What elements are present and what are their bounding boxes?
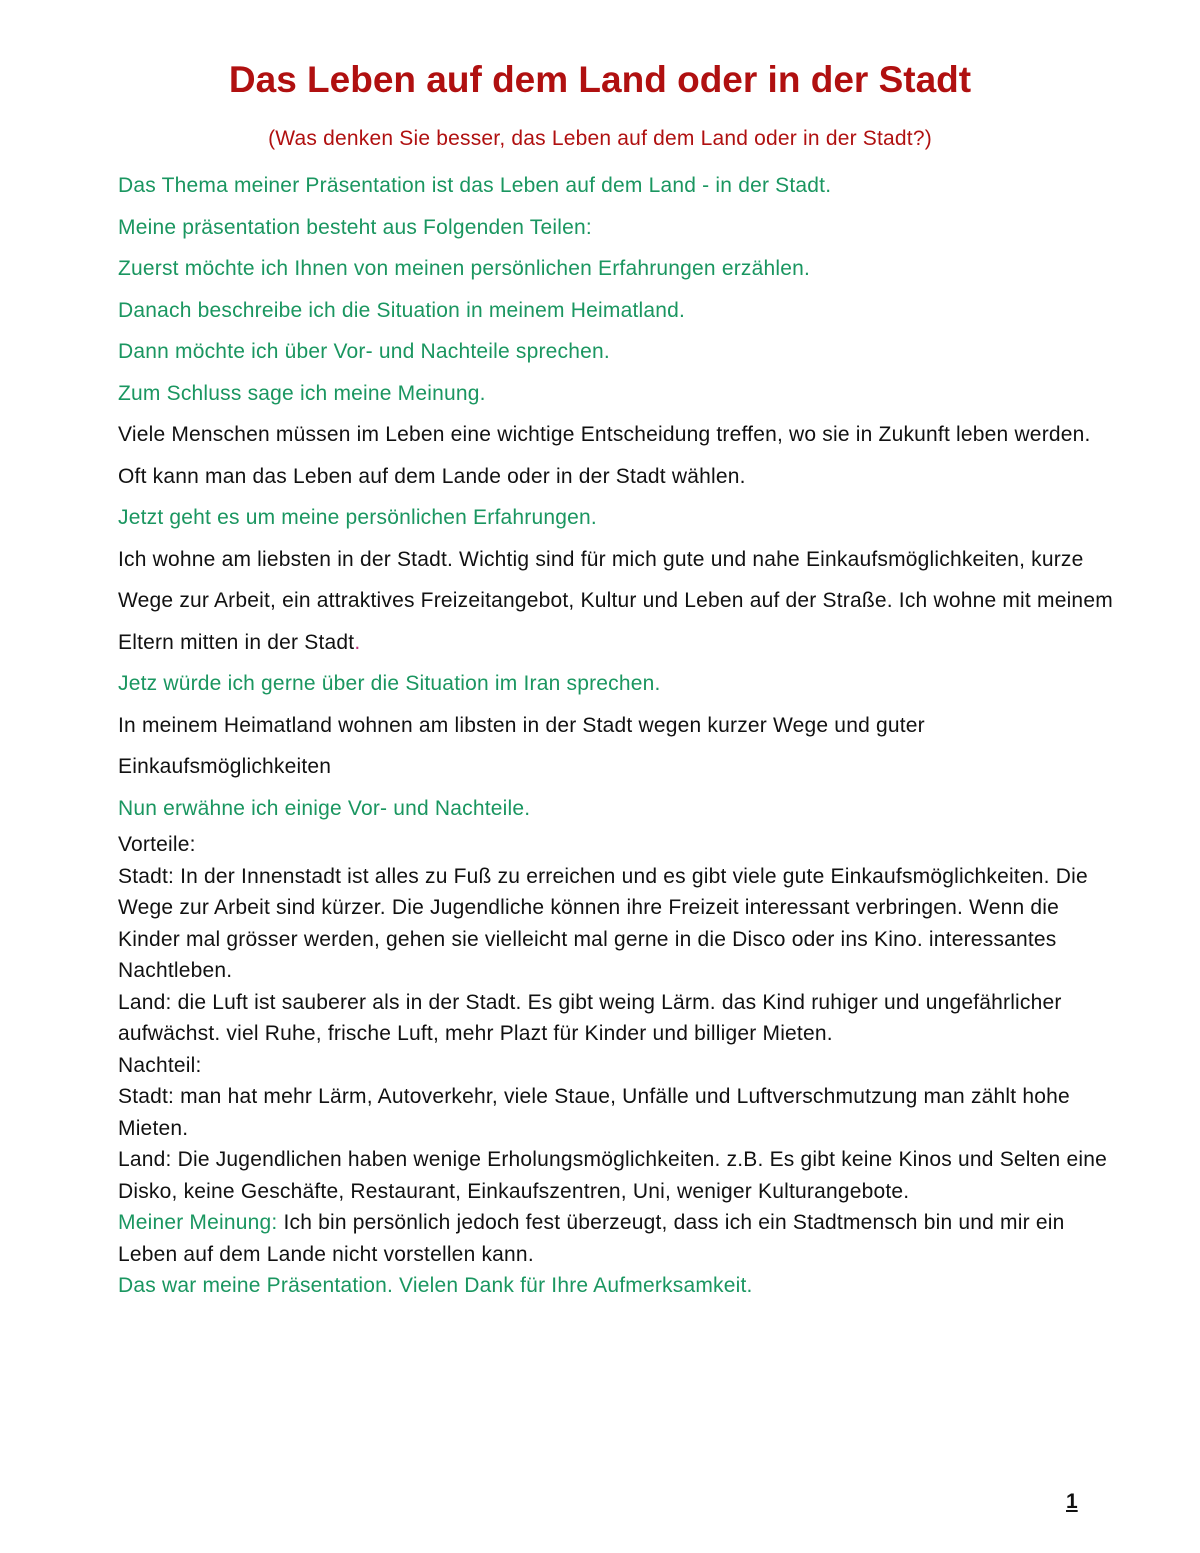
intro-line: Danach beschreibe ich die Situation in meinem Heimatland. — [118, 298, 686, 322]
heading-iran: Jetz würde ich gerne über die Situation im Iran sprechen. — [118, 672, 661, 695]
nachteil-land: Land: Die Jugendlichen haben wenige Erholungsmöglichkeiten. z.B. Es gibt keine Kinos und Selten eine Disko, keine Geschäfte, Restaurant, Einkaufszentren, Uni, weniger Kulturangebote. — [118, 1148, 1107, 1203]
opinion-paragraph — [118, 1207, 1118, 1270]
intro-line: Meine präsentation besteht aus Folgenden Teilen: — [118, 215, 592, 239]
nachteil-label: Nachteil: — [118, 1053, 202, 1077]
document-body — [118, 165, 1118, 1302]
vorteile-stadt: Stadt: In der Innenstadt ist alles zu Fuß zu erreichen und es gibt viele gute Einkaufsmöglichkeiten. Die Wege zur Arbeit sind kürzer. Die Jugendliche können ihre Freizeit interessant verbringen. Wenn die Kinder mal grösser werden, gehen sie vielleicht mal gerne in die Disco oder ins Kino. interessantes Nachtleben. — [118, 864, 1088, 982]
paragraph-choice: Viele Menschen müssen im Leben eine wichtige Entscheidung treffen, wo sie in Zukunft leben werden. Oft kann man das Leben auf dem Lande oder in der Stadt wählen. — [118, 423, 1091, 488]
heading-pros-cons: Nun erwähne ich einige Vor- und Nachteile. — [118, 796, 531, 820]
closing-line: Das war meine Präsentation. Vielen Dank für Ihre Aufmerksamkeit. — [118, 1274, 753, 1297]
document-subtitle: (Was denken Sie besser, das Leben auf dem Land oder in der Stadt?) — [268, 127, 932, 150]
paragraph-experience — [118, 539, 1118, 664]
paragraph-experience-period: . — [354, 630, 361, 654]
opinion-label: Meiner Meinung: — [118, 1211, 278, 1234]
document-title: Das Leben auf dem Land oder in der Stadt — [228, 59, 972, 100]
intro-line: Das Thema meiner Präsentation ist das Leben auf dem Land - in der Stadt. — [118, 174, 832, 197]
intro-line: Zum Schluss sage ich meine Meinung. — [118, 381, 486, 405]
intro-line: Zuerst möchte ich Ihnen von meinen persönlichen Erfahrungen erzählen. — [118, 257, 811, 280]
vorteile-land: Land: die Luft ist sauberer als in der Stadt. Es gibt weing Lärm. das Kind ruhiger und ungefährlicher aufwächst. viel Ruhe, frische Luft, mehr Plazt für Kinder und billiger Mieten. — [118, 990, 1062, 1045]
intro-line: Dann möchte ich über Vor- und Nachteile sprechen. — [118, 340, 610, 363]
page-number: 1 — [1066, 1490, 1078, 1513]
nachteil-stadt: Stadt: man hat mehr Lärm, Autoverkehr, viele Staue, Unfälle und Luftverschmutzung man zählt hohe Mieten. — [118, 1085, 1070, 1140]
vorteile-label: Vorteile: — [118, 833, 196, 856]
paragraph-experience-text: Ich wohne am liebsten in der Stadt. Wichtig sind für mich gute und nahe Einkaufsmöglichkeiten, kurze Wege zur Arbeit, ein attraktives Freizeitangebot, Kultur und Leben auf der Straße. Ich wohne mit meinem Eltern mitten in der Stadt — [118, 547, 1113, 654]
opinion-text: Ich bin persönlich jedoch fest überzeugt, dass ich ein Stadtmensch bin und mir ein Leben auf dem Lande nicht vorstellen kann. — [118, 1211, 1065, 1266]
paragraph-iran: In meinem Heimatland wohnen am libsten in der Stadt wegen kurzer Wege und guter Einkaufsmöglichkeiten — [118, 713, 925, 778]
heading-experience: Jetzt geht es um meine persönlichen Erfahrungen. — [118, 506, 597, 529]
